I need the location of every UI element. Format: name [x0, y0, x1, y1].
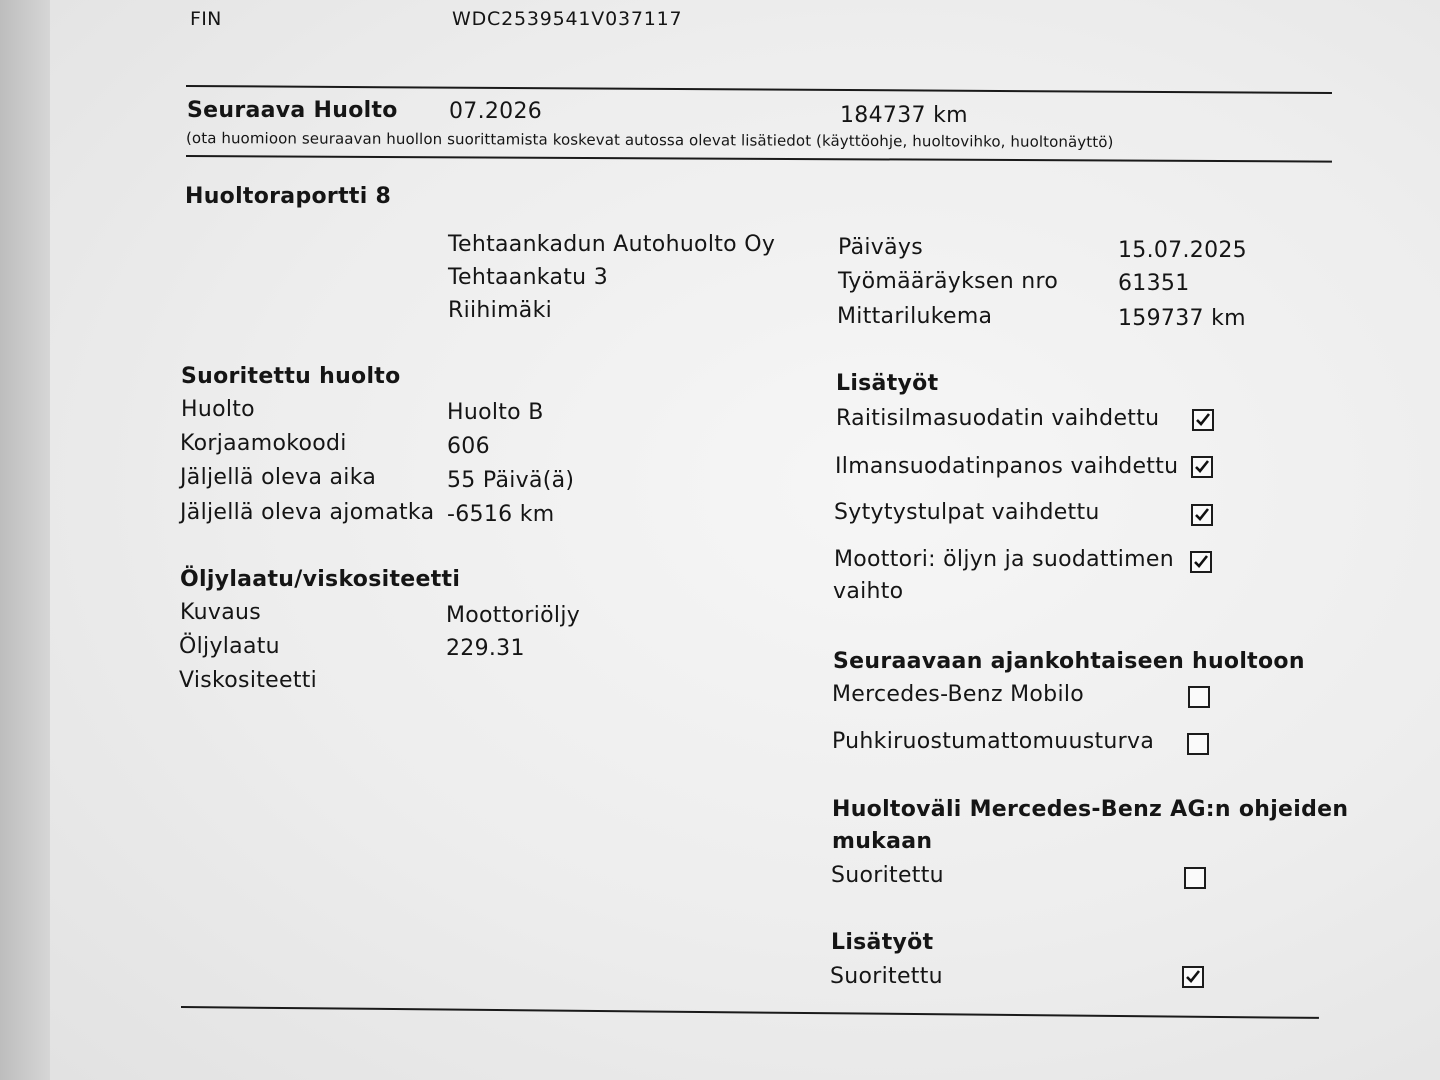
- date-value: 15.07.2025: [1118, 238, 1247, 263]
- workshop-city: Riihimäki: [448, 298, 553, 323]
- extra-work-item-label: Sytytystulpat vaihdettu: [834, 500, 1100, 525]
- remaining-distance-value: -6516 km: [447, 502, 555, 527]
- next-current-item-label: Mercedes-Benz Mobilo: [832, 682, 1085, 707]
- checkmark-icon: [1194, 507, 1210, 523]
- workshop-street: Tehtaankatu 3: [448, 265, 609, 290]
- oil-change-checkbox[interactable]: [1190, 551, 1212, 573]
- checkmark-icon: [1194, 459, 1210, 475]
- date-label: Päiväys: [838, 235, 923, 260]
- workshop-code-value: 606: [447, 434, 490, 459]
- vin-number: WDC2539541V037117: [452, 8, 683, 30]
- next-current-service-title: Seuraavaan ajankohtaiseen huoltoon: [833, 649, 1305, 674]
- extra-work-item-label: Ilmansuodatinpanos vaihdettu: [835, 454, 1179, 479]
- extra-work-2-performed-label: Suoritettu: [830, 964, 943, 989]
- next-service-label: Seuraava Huolto: [187, 98, 398, 123]
- viscosity-label: Viskositeetti: [179, 668, 318, 693]
- oil-spec-label: Öljylaatu: [179, 634, 280, 659]
- performed-service-title: Suoritettu huolto: [181, 364, 401, 389]
- extra-work-title: Lisätyöt: [836, 371, 939, 396]
- extra-work-item-label: Moottori: öljyn ja suodattimen: [834, 547, 1174, 572]
- extra-work-item-label: Raitisilmasuodatin vaihdettu: [836, 406, 1160, 431]
- extra-work-2-checkbox[interactable]: [1182, 966, 1204, 988]
- extra-work-2-title: Lisätyöt: [831, 930, 934, 955]
- service-interval-title-cont: mukaan: [832, 829, 933, 854]
- country-code: FIN: [190, 8, 222, 30]
- monitor-bezel: [0, 0, 50, 1080]
- remaining-time-label: Jäljellä oleva aika: [180, 465, 377, 490]
- oil-description-value: Moottoriöljy: [446, 603, 581, 628]
- oil-quality-title: Öljylaatu/viskositeetti: [180, 567, 461, 592]
- cabin-filter-checkbox[interactable]: [1192, 409, 1214, 431]
- spark-plugs-checkbox[interactable]: [1191, 504, 1213, 526]
- odometer-value: 159737 km: [1118, 306, 1246, 331]
- work-order-value: 61351: [1118, 271, 1190, 296]
- service-interval-title: Huoltoväli Mercedes-Benz AG:n ohjeiden: [832, 797, 1349, 822]
- service-label: Huolto: [181, 397, 255, 422]
- rust-protection-checkbox[interactable]: [1187, 733, 1209, 755]
- workshop-code-label: Korjaamokoodi: [180, 431, 347, 456]
- checkmark-icon: [1185, 969, 1201, 985]
- interval-performed-checkbox[interactable]: [1184, 867, 1206, 889]
- oil-spec-value: 229.31: [446, 636, 525, 661]
- service-value: Huolto B: [447, 400, 544, 425]
- odometer-label: Mittarilukema: [837, 304, 993, 329]
- checkmark-icon: [1195, 412, 1211, 428]
- mobilo-checkbox[interactable]: [1188, 686, 1210, 708]
- oil-description-label: Kuvaus: [180, 600, 261, 625]
- extra-work-item-label-cont: vaihto: [833, 579, 904, 604]
- interval-performed-label: Suoritettu: [831, 863, 944, 888]
- next-service-note: (ota huomioon seuraavan huollon suorittamista koskevat autossa olevat lisätiedot (käyttöohje, huoltovihko, huoltonäyttö): [185, 129, 1114, 152]
- next-service-date: 07.2026: [449, 99, 543, 124]
- work-order-label: Työmääräyksen nro: [838, 269, 1059, 294]
- remaining-distance-label: Jäljellä oleva ajomatka: [180, 500, 435, 525]
- air-filter-checkbox[interactable]: [1191, 456, 1213, 478]
- checkmark-icon: [1193, 554, 1209, 570]
- workshop-name: Tehtaankadun Autohuolto Oy: [448, 232, 776, 257]
- report-title: Huoltoraportti 8: [185, 184, 392, 209]
- next-current-item-label: Puhkiruostumattomuusturva: [832, 729, 1155, 754]
- remaining-time-value: 55 Päivä(ä): [447, 468, 575, 493]
- next-service-km: 184737 km: [840, 103, 968, 128]
